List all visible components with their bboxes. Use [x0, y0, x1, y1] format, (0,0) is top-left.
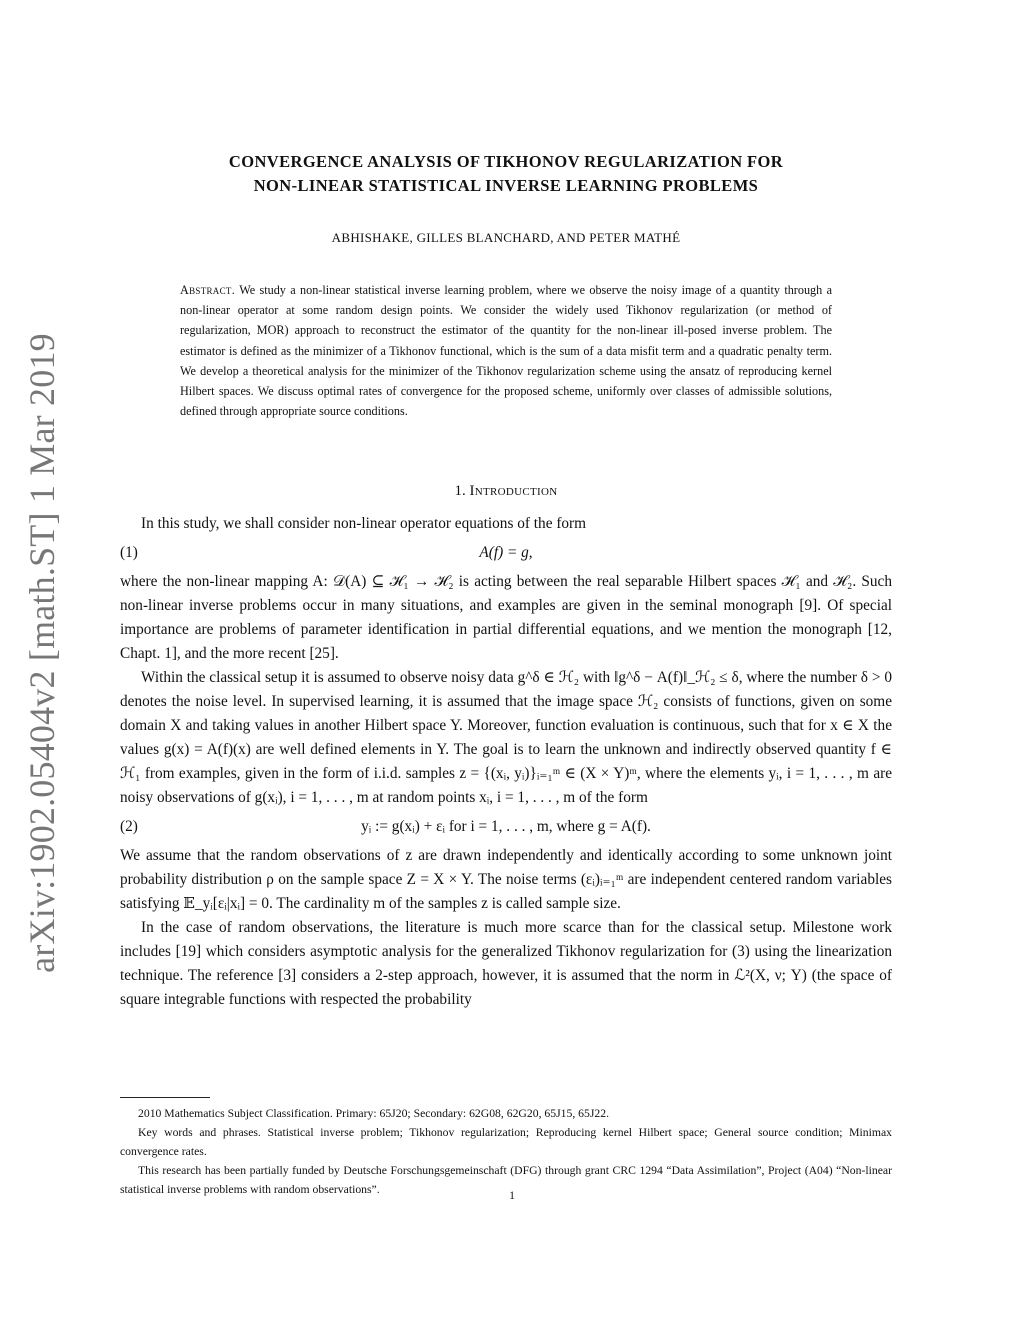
equation-1 — [120, 536, 892, 570]
equation-1-text: A(f) = g, — [479, 544, 533, 562]
section-heading — [120, 483, 892, 500]
arxiv-identifier-sidebar — [14, 332, 70, 973]
equation-2-text: yᵢ := g(xᵢ) + εᵢ for i = 1, . . . , m, where g = A(f). — [361, 818, 651, 836]
footnote-funding: This research has been partially funded by Deutsche Forschungsgemeinschaft (DFG) through grant CRC 1294 “Data Assimilation”, Project (A04) “Non-linear statistical inverse problems with random observations”. — [120, 1164, 892, 1196]
body-text — [120, 512, 892, 1012]
arxiv-identifier: arXiv:1902.05404v2 [math.ST] 1 Mar 2019 — [22, 332, 62, 973]
equation-2 — [120, 810, 892, 844]
section-number: 1. — [454, 483, 466, 500]
authors: ABHISHAKE, GILLES BLANCHARD, AND PETER MATHÉ — [331, 230, 681, 245]
paragraph-3: Within the classical setup it is assumed to observe noisy data g^δ ∈ ℋ₂ with ‖g^δ − A(f)‖_ℋ₂ ≤ δ, where the number δ > 0 denotes the noise level. In supervised learning, it is assumed that the image space ℋ₂ consists of functions, given on some domain X and taking values in another Hilbert space Y. Moreover, function evaluation is continuous, such that for x ∈ X the values g(x) = A(f)(x) are well defined elements in Y. The goal is to learn the unknown and indirectly observed quantity f ∈ ℋ₁ from examples, given in the form of i.i.d. samples z = {(xᵢ, yᵢ)}ᵢ₌₁ᵐ ∈ (X × Y)ᵐ, where the elements yᵢ, i = 1, . . . , m are noisy observations of g(xᵢ), i = 1, . . . , m at random points xᵢ, i = 1, . . . , m of the form — [120, 669, 892, 807]
equation-1-number: (1) — [120, 544, 138, 562]
equation-2-number: (2) — [120, 818, 138, 836]
title-line-1: CONVERGENCE ANALYSIS OF TIKHONOV REGULARIZATION FOR — [228, 152, 784, 171]
footnote-rule — [120, 1097, 210, 1098]
paragraph-4: We assume that the random observations of z are drawn independently and identically according to some unknown joint probability distribution ρ on the sample space Z = X × Y. The noise terms (εᵢ)ᵢ₌₁ᵐ are independent centered random variables satisfying 𝔼_yᵢ[εᵢ|xᵢ] = 0. The cardinality m of the samples z is called sample size. — [120, 847, 892, 913]
paper-page — [120, 150, 892, 1012]
abstract-lead: Abstract. — [180, 283, 236, 297]
paragraph-5: In the case of random observations, the literature is much more scarce than for the classical setup. Milestone work includes [19] which considers asymptotic analysis for the generalized Tikhonov regularization for (3) using the linearization technique. The reference [3] considers a 2-step approach, however, it is assumed that the norm in ℒ²(X, ν; Y) (the space of square integrable functions with respected the probability — [120, 919, 892, 1009]
title-line-2: NON-LINEAR STATISTICAL INVERSE LEARNING PROBLEMS — [253, 176, 759, 195]
page-number: 1 — [509, 1189, 515, 1202]
paragraph-1: In this study, we shall consider non-linear operator equations of the form — [141, 515, 587, 533]
paragraph-2: where the non-linear mapping A: 𝒟(A) ⊆ ℋ₁ → ℋ₂ is acting between the real separable Hilbert spaces ℋ₁ and ℋ₂. Such non-linear inverse problems occur in many situations, and examples are given in the seminal monograph [9]. Of special importance are problems of parameter identification in partial differential equations, and we mention the monograph [12, Chapt. 1], and the more recent [25]. — [120, 573, 892, 663]
footnotes — [120, 1097, 892, 1199]
paper-title — [120, 150, 892, 198]
footnote-msc: 2010 Mathematics Subject Classification. Primary: 65J20; Secondary: 62G08, 62G20, 65J15, 65J22. — [138, 1107, 610, 1120]
abstract — [180, 280, 832, 421]
footnote-keywords: Key words and phrases. Statistical inverse problem; Tikhonov regularization; Reproducing kernel Hilbert space; General source condition; Minimax convergence rates. — [120, 1126, 892, 1158]
section-title: Introduction — [469, 483, 558, 500]
abstract-text: We study a non-linear statistical inverse learning problem, where we observe the noisy image of a quantity through a non-linear operator at some random design points. We consider the widely used Tikhonov regularization (or method of regularization, MOR) approach to reconstruct the estimator of the quantity for the non-linear ill-posed inverse problem. The estimator is defined as the minimizer of a Tikhonov functional, which is the sum of a data misfit term and a quadratic penalty term. We develop a theoretical analysis for the minimizer of the Tikhonov regularization scheme using the ansatz of reproducing kernel Hilbert spaces. We discuss optimal rates of convergence for the proposed scheme, uniformly over classes of admissible solutions, defined through appropriate source conditions. — [180, 283, 832, 419]
